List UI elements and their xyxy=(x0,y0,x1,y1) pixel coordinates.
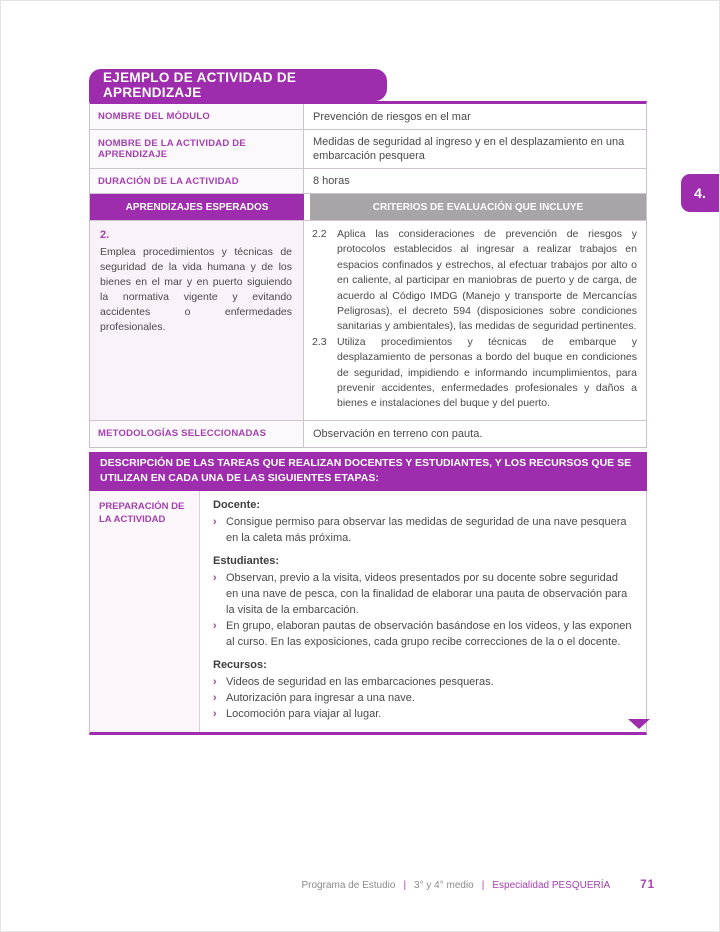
expected-learning-text: Emplea procedimientos y técnicas de seguridad de la vida humana y de los bienes en el mar y en puerto siguiendo la normativa vigente y evitando accidentes o enfermedades profesionales. xyxy=(100,246,292,333)
activity-name-label: NOMBRE DE LA ACTIVIDAD DE APRENDIZAJE xyxy=(90,130,304,168)
footer-specialty: Especialidad PESQUERÍA xyxy=(492,879,611,891)
bullet-icon: › xyxy=(213,515,217,528)
bullet-icon: › xyxy=(213,571,217,584)
preparation-content xyxy=(200,491,646,732)
students-group xyxy=(213,555,633,650)
learning-header-row xyxy=(90,194,646,221)
bullet-icon: › xyxy=(213,619,217,632)
list-item xyxy=(213,618,633,650)
footer-separator: | xyxy=(481,879,485,891)
list-item xyxy=(213,690,633,706)
teacher-group xyxy=(213,499,633,546)
bullet-icon: › xyxy=(213,707,217,720)
footer-program: Programa de Estudio xyxy=(301,879,396,891)
list-item xyxy=(213,674,633,690)
list-item-text: Locomoción para viajar al lugar. xyxy=(226,707,382,720)
footer-separator: | xyxy=(403,879,407,891)
list-item xyxy=(213,514,633,546)
methodology-value: Observación en terreno con pauta. xyxy=(313,427,483,440)
module-label: NOMBRE DEL MÓDULO xyxy=(90,104,304,129)
methodology-label: METODOLOGÍAS SELECCIONADAS xyxy=(90,421,304,447)
evaluation-criteria-cell xyxy=(304,221,646,420)
table-row-activity-name xyxy=(90,130,646,169)
page-footer xyxy=(301,879,655,891)
resources-group xyxy=(213,659,633,722)
criterion-number: 2.3 xyxy=(312,335,327,348)
criterion-item xyxy=(312,227,637,335)
criterion-text: Aplica las consideraciones de prevención de riesgos y protocolos establecidos al ingresar a realizar trabajos en espacios confinados y estrechos, al efectuar trabajos por alto o en caliente, al participar en maniobras de puerto y de carga, de acuerdo al Código IMDG (Manejo y transporte de Mercancías Peligrosas), el decreto 594 (disposiciones sobre condiciones sanitarias y ambientales), las medidas de seguridad pertinentes. xyxy=(337,228,637,333)
continuation-arrow-icon xyxy=(628,719,650,729)
module-value: Prevención de riesgos en el mar xyxy=(313,110,471,123)
activity-info-table xyxy=(89,101,647,448)
list-item-text: Autorización para ingresar a una nave. xyxy=(226,691,415,704)
page-title-label: EJEMPLO DE ACTIVIDAD DE APRENDIZAJE xyxy=(103,70,297,100)
criterion-item xyxy=(312,335,637,412)
expected-learning-header: APRENDIZAJES ESPERADOS xyxy=(90,194,304,220)
teacher-heading: Docente: xyxy=(213,498,261,511)
chapter-tab xyxy=(681,174,719,212)
tasks-description-band: DESCRIPCIÓN DE LAS TAREAS QUE REALIZAN DOCENTES Y ESTUDIANTES, Y LOS RECURSOS QUE SE UTILIZAN EN CADA UNA DE LAS SIGUIENTES ETAPAS: xyxy=(89,452,647,491)
main-content xyxy=(89,69,647,735)
list-item-text: En grupo, elaboran pautas de observación basándose en los videos, y las exponen al curso. En las exposiciones, cada grupo recibe correcciones de la o el docente. xyxy=(226,619,632,648)
table-row-methodology xyxy=(90,420,646,447)
learning-content-row xyxy=(90,221,646,420)
footer-grade: 3° y 4° medio xyxy=(414,879,474,891)
expected-learning-number: 2. xyxy=(100,229,110,241)
bullet-icon: › xyxy=(213,691,217,704)
list-item-text: Videos de seguridad en las embarcaciones pesqueras. xyxy=(226,675,494,688)
list-item-text: Consigue permiso para observar las medidas de seguridad de una nave pesquera en la caleta más próxima. xyxy=(226,515,627,544)
criterion-number: 2.2 xyxy=(312,228,327,240)
table-row-module xyxy=(90,104,646,130)
resources-heading: Recursos: xyxy=(213,658,267,671)
chapter-tab-label: 4. xyxy=(694,185,706,201)
expected-learning-cell xyxy=(90,221,304,420)
preparation-section xyxy=(89,491,647,735)
list-item-text: Observan, previo a la visita, videos presentados por su docente sobre seguridad en una nave de pesca, con la finalidad de elaborar una pauta de observación para la visita de la embarcación. xyxy=(226,571,628,616)
table-row-duration xyxy=(90,169,646,194)
activity-name-value: Medidas de seguridad al ingreso y en el desplazamiento en una embarcación pesquera xyxy=(313,136,625,162)
list-item xyxy=(213,570,633,618)
page-number: 71 xyxy=(640,879,655,891)
duration-label: DURACIÓN DE LA ACTIVIDAD xyxy=(90,169,304,193)
list-item xyxy=(213,706,633,722)
page-title xyxy=(89,69,387,101)
students-heading: Estudiantes: xyxy=(213,554,280,567)
evaluation-criteria-header: CRITERIOS DE EVALUACIÓN QUE INCLUYE xyxy=(310,194,646,220)
criterion-text: Utiliza procedimientos y técnicas de embarque y desplazamiento de personas a bordo del buque en condiciones de seguridad, impidiendo e informando incumplimientos, para prevenir accidentes, enfermedades profesionales y daños a bienes e instalaciones del buque y del puerto. xyxy=(337,335,637,410)
duration-value: 8 horas xyxy=(313,175,350,187)
bullet-icon: › xyxy=(213,675,217,688)
preparation-stage-label: PREPARACIÓN DE LA ACTIVIDAD xyxy=(90,491,200,732)
